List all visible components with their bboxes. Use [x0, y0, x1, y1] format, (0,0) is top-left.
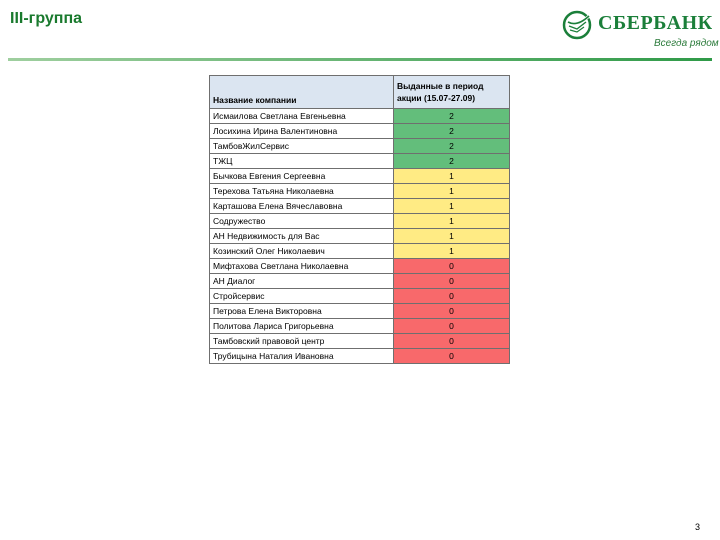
company-name-cell: Мифтахова Светлана Николаевна	[210, 259, 394, 274]
issued-count-cell: 2	[394, 139, 510, 154]
logo-name: СБЕРБАНК	[598, 12, 713, 34]
table-row	[210, 289, 510, 304]
table-row	[210, 319, 510, 334]
table-row	[210, 304, 510, 319]
table-row	[210, 229, 510, 244]
table-row	[210, 124, 510, 139]
issued-count-cell: 0	[394, 304, 510, 319]
table-row	[210, 349, 510, 364]
table-row	[210, 184, 510, 199]
table-row	[210, 259, 510, 274]
company-name-cell: АН Недвижимость для Вас	[210, 229, 394, 244]
table-header-row	[210, 76, 510, 109]
table-row	[210, 109, 510, 124]
column-header-count-line2: акции (15.07-27.09)	[397, 93, 476, 103]
issued-count-cell: 1	[394, 229, 510, 244]
issued-count-cell: 0	[394, 334, 510, 349]
sberbank-logo-icon	[562, 10, 592, 40]
table-body	[210, 109, 510, 364]
table-row	[210, 154, 510, 169]
table-row	[210, 139, 510, 154]
table-row	[210, 199, 510, 214]
table-row	[210, 214, 510, 229]
header-divider	[8, 58, 712, 61]
issued-count-cell: 1	[394, 169, 510, 184]
column-header-name: Название компании	[210, 76, 394, 109]
company-name-cell: Карташова Елена Вячеславовна	[210, 199, 394, 214]
column-header-count	[394, 76, 510, 109]
page-number: 3	[695, 522, 701, 532]
table-row	[210, 169, 510, 184]
table-row	[210, 334, 510, 349]
company-name-cell: Политова Лариса Григорьевна	[210, 319, 394, 334]
company-name-cell: Козинский Олег Николаевич	[210, 244, 394, 259]
table-row	[210, 274, 510, 289]
issued-count-cell: 0	[394, 274, 510, 289]
column-header-count-line1: Выданные в период	[397, 81, 484, 91]
company-name-cell: Лосихина Ирина Валентиновна	[210, 124, 394, 139]
company-name-cell: АН Диалог	[210, 274, 394, 289]
issued-count-cell: 0	[394, 289, 510, 304]
slide-title: III-группа	[10, 10, 83, 27]
company-name-cell: ТамбовЖилСервис	[210, 139, 394, 154]
issued-count-cell: 2	[394, 154, 510, 169]
logo-slogan: Всегда рядом	[654, 38, 719, 49]
issued-count-cell: 2	[394, 124, 510, 139]
company-table	[209, 75, 510, 364]
company-name-cell: Исмаилова Светлана Евгеньевна	[210, 109, 394, 124]
issued-count-cell: 1	[394, 244, 510, 259]
company-name-cell: Терехова Татьяна Николаевна	[210, 184, 394, 199]
company-name-cell: Трубицына Наталия Ивановна	[210, 349, 394, 364]
issued-count-cell: 0	[394, 259, 510, 274]
company-name-cell: Бычкова Евгения Сергеевна	[210, 169, 394, 184]
issued-count-cell: 0	[394, 319, 510, 334]
table-row	[210, 244, 510, 259]
issued-count-cell: 1	[394, 184, 510, 199]
company-name-cell: Петрова Елена Викторовна	[210, 304, 394, 319]
issued-count-cell: 2	[394, 109, 510, 124]
issued-count-cell: 1	[394, 199, 510, 214]
company-name-cell: Тамбовский правовой центр	[210, 334, 394, 349]
company-name-cell: ТЖЦ	[210, 154, 394, 169]
sberbank-logo	[562, 8, 718, 54]
issued-count-cell: 0	[394, 349, 510, 364]
company-name-cell: Стройсервис	[210, 289, 394, 304]
company-name-cell: Содружество	[210, 214, 394, 229]
issued-count-cell: 1	[394, 214, 510, 229]
